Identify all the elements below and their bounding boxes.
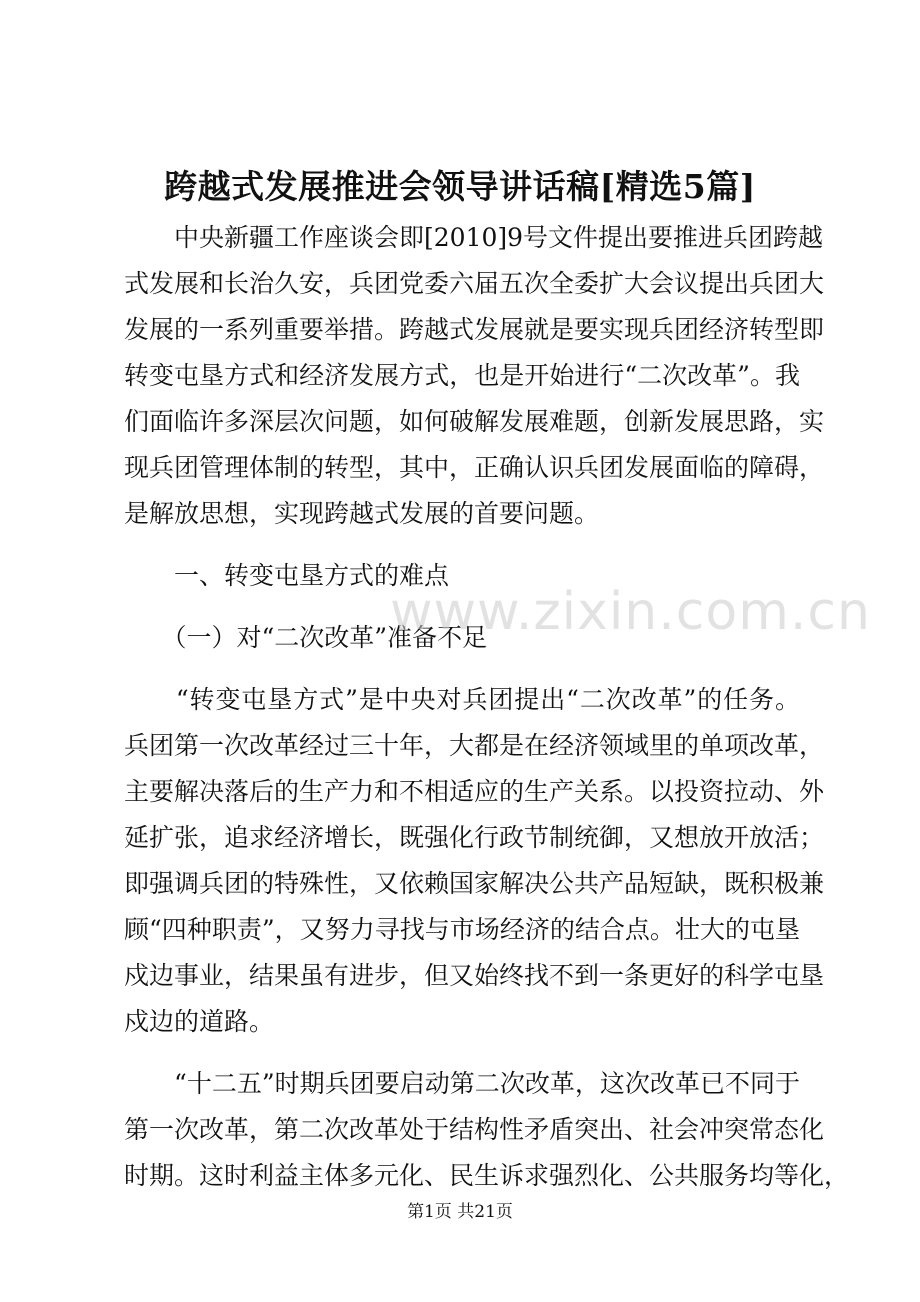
paragraph [124, 215, 825, 537]
page-footer: 第1页 共21页 [407, 1202, 513, 1222]
paragraph [124, 1061, 850, 1199]
text-line: 发展的一系列重要举措。跨越式发展就是要实现兵团经济转型即 [124, 315, 825, 344]
text-line: 时期。这时利益主体多元化、民生诉求强烈化、公共服务均等化， [124, 1161, 850, 1190]
text-line: 转变屯垦方式和经济发展方式，也是开始进行“二次改革”。我 [124, 361, 800, 390]
text-line: 戍边的道路。 [124, 1007, 275, 1036]
text-line: 主要解决落后的生产力和不相适应的生产关系。以投资拉动、外 [124, 777, 825, 806]
text-line: “转变屯垦方式”是中央对兵团提出“二次改革”的任务。 [124, 685, 800, 714]
paragraph [124, 615, 800, 661]
watermark: www.zixin.com.cn [390, 582, 871, 642]
text-line: 戍边事业，结果虽有进步，但又始终找不到一条更好的科学屯垦 [124, 961, 825, 990]
text-line: 式发展和长治久安，兵团党委六届五次全委扩大会议提出兵团大 [124, 269, 825, 298]
text-line: 们面临许多深层次问题，如何破解发展难题，创新发展思路，实 [124, 407, 825, 436]
text-line: 即强调兵团的特殊性，又依赖国家解决公共产品短缺，既积极兼 [124, 869, 825, 898]
text-line: 第一次改革，第二次改革处于结构性矛盾突出、社会冲突常态化 [124, 1115, 825, 1144]
text-line: 延扩张，追求经济增长，既强化行政节制统御，又想放开放活； [124, 823, 825, 852]
text-line: “十二五”时期兵团要启动第二次改革，这次改革已不同于 [124, 1069, 800, 1098]
document-title: 跨越式发展推进会领导讲话稿[精选5篇] [164, 167, 756, 206]
text-line: 中央新疆工作座谈会即[2010]9号文件提出要推进兵团跨越 [124, 223, 824, 252]
text-line: 现兵团管理体制的转型，其中，正确认识兵团发展面临的障碍， [124, 453, 825, 482]
text-line: 是解放思想，实现跨越式发展的首要问题。 [124, 499, 600, 528]
paragraph [124, 677, 825, 1045]
paragraph [124, 553, 800, 599]
text-line: （一）对“二次改革”准备不足 [124, 623, 488, 652]
text-line: 顾“四种职责”，又努力寻找与市场经济的结合点。壮大的屯垦 [124, 915, 800, 944]
text-line: 兵团第一次改革经过三十年，大都是在经济领域里的单项改革， [124, 731, 825, 760]
text-line: 一、转变屯垦方式的难点 [124, 561, 450, 590]
document-body [124, 215, 850, 1199]
